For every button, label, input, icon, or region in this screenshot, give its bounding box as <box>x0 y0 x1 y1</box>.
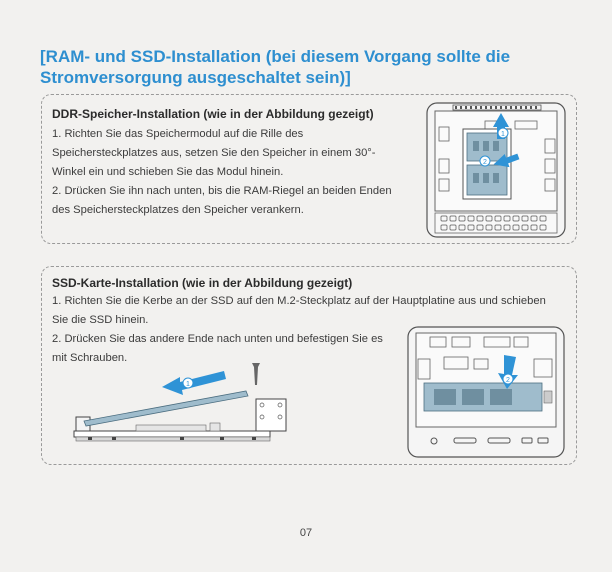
ssd-step-2-marker-label: 2 <box>506 377 510 384</box>
screw-icon <box>252 363 260 385</box>
ssd-installation-section <box>41 266 577 465</box>
ram-step-2: 2. Drücken Sie ihn nach unten, bis die RAM-Riegel an beiden Enden des Speichersteckplatzes den Speicher verankern. <box>52 185 392 216</box>
ssd-top-view-figure <box>404 323 572 463</box>
ssd-step-1-marker-label: 1 <box>186 381 190 388</box>
ssd-side-view-figure <box>70 359 306 451</box>
ssd-section-heading: SSD-Karte-Installation (wie in der Abbildung gezeigt) <box>52 276 353 290</box>
slide-in-arrow <box>162 371 226 395</box>
ram-section-heading: DDR-Speicher-Installation (wie in der Abbildung gezeigt) <box>52 107 374 121</box>
page-title: [RAM- und SSD-Installation (bei diesem Vorgang sollte die Stromversorgung ausgeschaltet sein)] <box>40 47 511 87</box>
ssd-card <box>84 391 248 426</box>
ssd-step-1: 1. Richten Sie die Kerbe an der SSD auf den M.2-Steckplatz auf der Hauptplatine aus und schieben Sie die SSD hinein. <box>52 295 546 326</box>
ssd-step-2: 2. Drücken Sie das andere Ende nach unten und befestigen Sie es mit Schrauben. <box>52 333 383 364</box>
ram-installation-figure <box>423 99 571 241</box>
ram-installation-section <box>41 94 577 244</box>
motherboard-side <box>74 431 270 437</box>
ram-instructions <box>52 125 398 220</box>
step-2-marker-label: 2 <box>483 159 487 166</box>
step-1-marker-label: 1 <box>501 131 505 138</box>
page-number: 07 <box>299 527 313 539</box>
ram-step-1: 1. Richten Sie das Speichermodul auf die Rille des Speichersteckplatzes aus, setzen Sie den Speicher in einem 30°-Winkel ein und schieben Sie das Modul hinein. <box>52 128 376 178</box>
